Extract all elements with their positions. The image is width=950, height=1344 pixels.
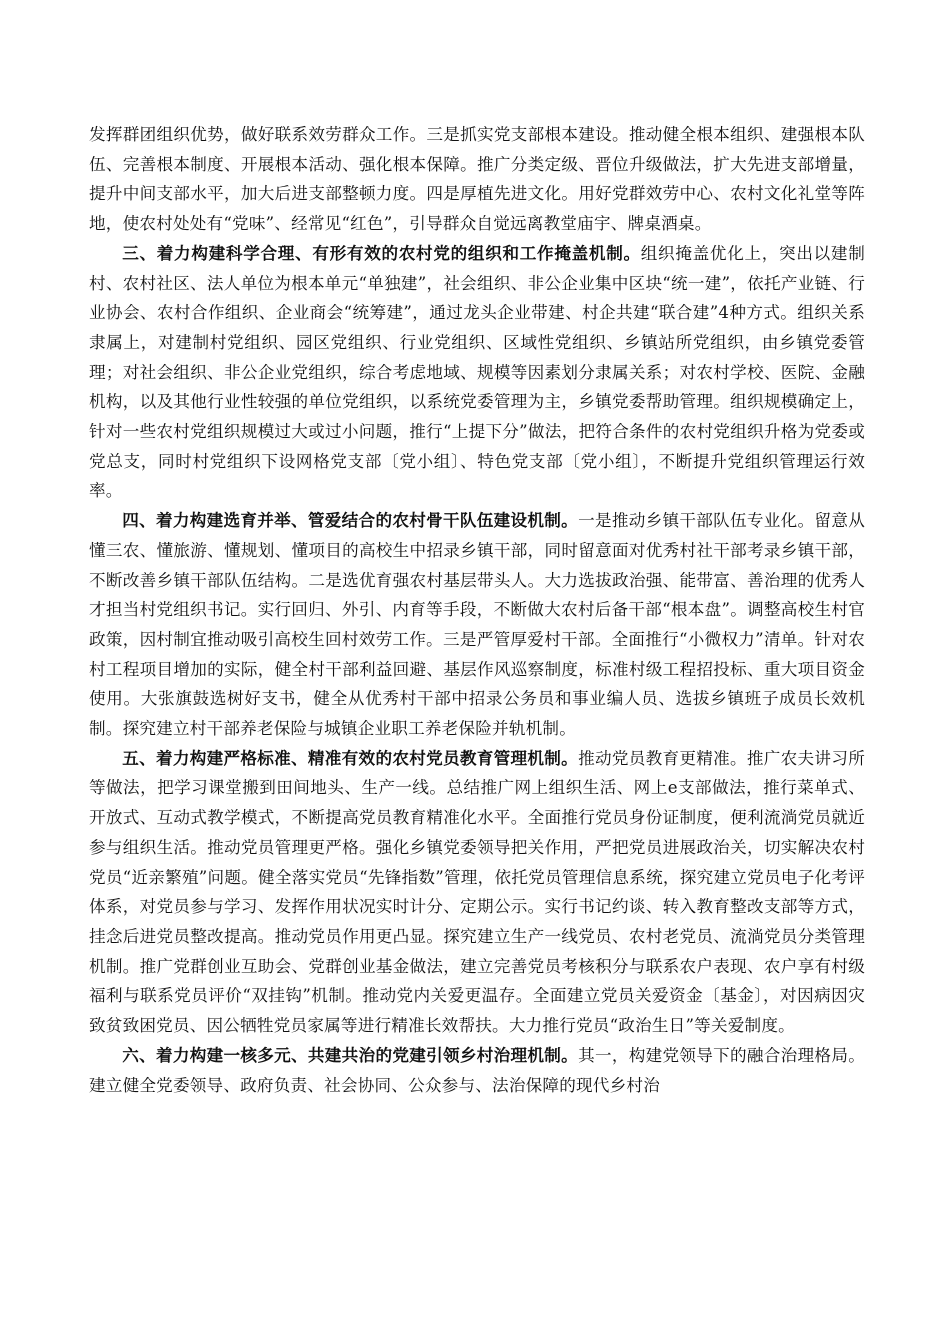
- paragraph-body: 发挥群团组织优势，做好联系效劳群众工作。三是抓实党支部根本建设。推动健全根本组织、建强根本队伍、完善根本制度、开展根本活动、强化根本保障。推广分类定级、晋位升级做法，扩大先进支部增量，提升中间支部水平，加大后进支部整顿力度。四是厚植先进文化。用好党群效劳中心、农村文化礼堂等阵地，使农村处处有“党味”、经常见“红色”，引导群众自觉远离教堂庙宇、牌桌酒桌。: [89, 125, 865, 234]
- paragraph-continued: [89, 120, 865, 239]
- paragraph-section-5: [89, 744, 865, 1041]
- section-4-heading: 四、着力构建选育并举、管爱结合的农村骨干队伍建设机制。: [122, 510, 579, 531]
- section-5-heading: 五、着力构建严格标准、精准有效的农村党员教育管理机制。: [122, 747, 579, 768]
- section-6-heading: 六、着力构建一核多元、共建共治的党建引领乡村治理机制。: [122, 1044, 579, 1065]
- section-5-body: 推动党员教育更精准。推广农夫讲习所等做法，把学习课堂搬到田间地头、生产一线。总结推广网上组织生活、网上e支部做法，推行菜单式、开放式、互动式教学模式，不断提高党员教育精准化水平。全面推行党员身份证制度，便利流淌党员就近参与组织生活。推动党员管理更严格。强化乡镇党委领导把关作用，严把党员进展政治关，切实解决农村党员“近亲繁殖”问题。健全落实党员“先锋指数”管理，依托党员管理信息系统，探究建立党员电子化考评体系，对党员参与学习、发挥作用状况实时计分、定期公示。实行书记约谈、转入教育整改支部等方式，挂念后进党员整改提高。推动党员作用更凸显。探究建立生产一线党员、农村老党员、流淌党员分类管理机制。推广党群创业互助会、党群创业基金做法，建立完善党员考核积分与联系农户表现、农户享有村级福利与联系党员评价“双挂钩”机制。推动党内关爱更温存。全面建立党员关爱资金〔基金〕，对因病因灾致贫致困党员、因公牺牲党员家属等进行精准长效帮扶。大力推行党员“政治生日”等关爱制度。: [89, 748, 865, 1036]
- paragraph-section-6: [89, 1041, 865, 1100]
- section-3-body: 组织掩盖优化上，突出以建制村、农村社区、法人单位为根本单元“单独建”，社会组织、非公企业集中区块“统一建”，依托产业链、行业协会、农村合作组织、企业商会“统筹建”，通过龙头企业带建、村企共建“联合建”4种方式。组织关系隶属上，对建制村党组织、园区党组织、行业党组织、区域性党组织、乡镇站所党组织，由乡镇党委管理；对社会组织、非公企业党组织，综合考虑地域、规模等因素划分隶属关系；对农村学校、医院、金融机构，以及其他行业性较强的单位党组织，以系统党委管理为主，乡镇党委帮助管理。组织规模确定上，针对一些农村党组织规模过大或过小问题，推行“上提下分”做法，把符合条件的农村党组织升格为党委或党总支，同时村党组织下设网格党支部〔党小组〕、特色党支部〔党小组〕，不断提升党组织管理运行效率。: [89, 243, 865, 501]
- paragraph-section-3: [89, 239, 865, 506]
- section-6-body: 其一，构建党领导下的融合治理格局。建立健全党委领导、政府负责、社会协同、公众参与、法治保障的现代乡村治: [89, 1045, 865, 1095]
- paragraph-section-4: [89, 506, 865, 744]
- document-page: [89, 120, 865, 1100]
- section-3-heading: 三、着力构建科学合理、有形有效的农村党的组织和工作掩盖机制。: [122, 242, 641, 263]
- section-4-body: 一是推动乡镇干部队伍专业化。留意从懂三农、懂旅游、懂规划、懂项目的高校生中招录乡镇干部，同时留意面对优秀村社干部考录乡镇干部，不断改善乡镇干部队伍结构。二是选优育强农村基层带头人。大力选拔政治强、能带富、善治理的优秀人才担当村党组织书记。实行回归、外引、内育等手段，不断做大农村后备干部“根本盘”。调整高校生村官政策，因村制宜推动吸引高校生回村效劳工作。三是严管厚爱村干部。全面推行“小微权力”清单。针对农村工程项目增加的实际，健全村干部利益回避、基层作风巡察制度，标准村级工程招投标、重大项目资金使用。大张旗鼓选树好支书，健全从优秀村干部中招录公务员和事业编人员、选拔乡镇班子成员长效机制。探究建立村干部养老保险与城镇企业职工养老保险并轨机制。: [89, 511, 865, 739]
